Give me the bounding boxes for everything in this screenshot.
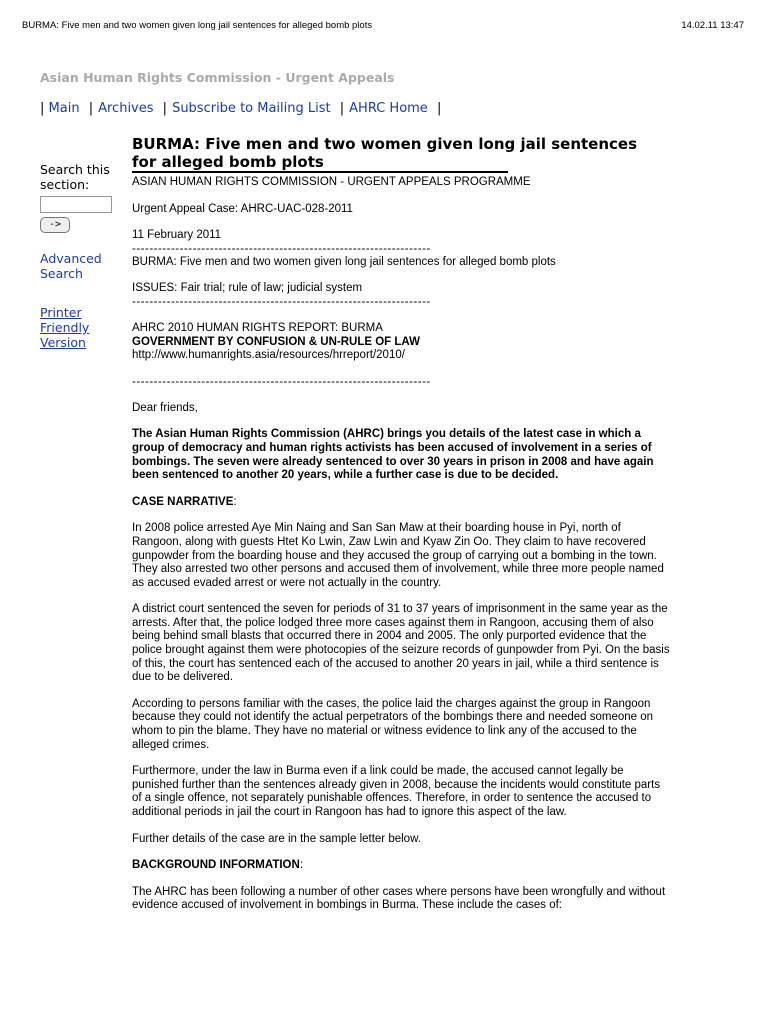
case-number: Urgent Appeal Case: AHRC-UAC-028-2011	[132, 202, 353, 215]
narrative-paragraph-1: In 2008 police arrested Aye Min Naing and San San Maw at their boarding house in Pyi, north of Rangoon, along with guests Htet Ko Lwin, Zaw Lwin and Kyaw Zin Oo. They claim to have recovered gunpowder from the boarding house and they accused the group of carrying out a bombing in the town. They also arrested two other persons and accused them of involvement, while three more people named as accused evaded arrest or were not actually in the country.	[132, 522, 664, 589]
print-doc-title: BURMA: Five men and two women given long jail sentences for alleged bomb plots	[22, 20, 373, 31]
intro-paragraph: The Asian Human Rights Commission (AHRC) brings you details of the latest case in which a group of democracy and human rights activists has been accused of involvement in a series of bombings. The seven were already sentenced to over 30 years in prison in 2008 and have again been sentenced to another 20 years, while a further case is due to be decided.	[132, 428, 654, 482]
narrative-paragraph-4: Furthermore, under the law in Burma even if a link could be made, the accused cannot legally be punished further than the sentences already given in 2008, because the incidents would constitute parts of a single offence, not separately punishable offences. Therefore, in order to sentence the accused to additional periods in jail the court in Rangoon has had to ignore this aspect of the law.	[132, 765, 661, 818]
search-label: Search this section:	[40, 162, 110, 192]
nav-subscribe-link[interactable]: Subscribe to Mailing List	[172, 101, 331, 116]
report-title: AHRC 2010 HUMAN RIGHTS REPORT: BURMA	[132, 321, 383, 334]
printer-friendly-link[interactable]: Printer Friendly Version	[40, 305, 90, 350]
background-heading: BACKGROUND INFORMATION	[132, 859, 300, 872]
narrative-paragraph-3: According to persons familiar with the cases, the police laid the charges against the group in Rangoon because they could not identify the actual perpetrators of the bombings there and needed someone on whom to pin the blame. They have no material or witness evidence to link any of the accused to the alleged crimes.	[132, 697, 654, 751]
programme-line: ASIAN HUMAN RIGHTS COMMISSION - URGENT APPEALS PROGRAMME	[132, 176, 531, 188]
nav-archives-link[interactable]: Archives	[98, 101, 154, 116]
appeal-date: 11 February 2011	[132, 229, 222, 242]
article-title: BURMA: Five men and two women given long jail sentences for alleged bomb plots	[132, 135, 638, 171]
divider-3: ---------------------------------------------------------------------	[132, 375, 431, 388]
report-subtitle: GOVERNMENT BY CONFUSION & UN-RULE OF LAW	[132, 335, 420, 348]
advanced-search-link[interactable]: Advanced Search	[40, 251, 102, 281]
background-paragraph: The AHRC has been following a number of other cases where persons have been wrongfully and without evidence accused of involvement in bombings in Burma. These include the cases of:	[132, 885, 666, 912]
print-date: 14.02.11 13:47	[681, 20, 744, 31]
subject-line: BURMA: Five men and two women given long jail sentences for alleged bomb plots	[132, 255, 556, 268]
nav-main-link[interactable]: Main	[48, 101, 80, 116]
case-narrative-heading: CASE NARRATIVE	[132, 495, 234, 508]
divider-2: ---------------------------------------------------------------------	[132, 295, 431, 308]
narrative-paragraph-5: Further details of the case are in the sample letter below.	[132, 832, 421, 845]
divider-1: ---------------------------------------------------------------------	[132, 242, 431, 255]
greeting: Dear friends,	[132, 401, 198, 414]
issues-line: ISSUES: Fair trial; rule of law; judicial system	[132, 282, 363, 295]
sidebar	[40, 162, 120, 350]
search-go-button[interactable]: ->	[40, 217, 70, 233]
report-url: http://www.humanrights.asia/resources/hrreport/2010/	[132, 349, 405, 362]
main-nav: | Main | Archives | Subscribe to Mailing List | AHRC Home |	[40, 101, 442, 116]
site-name: Asian Human Rights Commission - Urgent Appeals	[40, 70, 395, 85]
nav-home-link[interactable]: AHRC Home	[349, 101, 428, 116]
narrative-paragraph-2: A district court sentenced the seven for periods of 31 to 37 years of imprisonment in the same year as the arrests. After that, the police lodged three more cases against them in Rangoon, accusing them of also being behind small blasts that occurred there in 2004 and 2005. The only purported evidence that the police brought against them were photocopies of the seizure records of gunpowder from Pyi. On the basis of this, the court has sentenced each of the accused to another 20 years in jail, while a third sentence is due to be delivered.	[132, 603, 670, 684]
search-input[interactable]	[40, 196, 112, 213]
article: BURMA: Five men and two women given long jail sentences for alleged bomb plots ASIAN HUMAN RIGHTS COMMISSION - URGENT APPEALS PROGRAMME Urgent Appeal Case: AHRC-UAC-028-2011 11 February 2011 --------------------------------------------------------------------- BURMA: Five men and two women given long jail sentences for alleged bomb plots ISSUES: Fair trial; rule of law; judicial system --------------------------------------------------------------------- AHRC 2010 HUMAN RIGHTS REPORT: BURMA GOVERNMENT BY CONFUSION & UN-RULE OF LAW http://www.humanrights.asia/resources/hrreport/2010/ --------------------------------------------------------------------- Dear friends, The Asian Human Rights Commission (AHRC) brings you details of the latest case in which a group of democracy and human rights activists has been accused of involvement in a series of bombings. The seven were already sentenced to over 30 years in prison in 2008 and have again been sentenced to another 20 years, while a further case is due to be decided. CASE NARRATIVE: In 2008 police arrested Aye Min Naing and San San Maw at their boarding house in Pyi, north of Rangoon, along with guests Htet Ko Lwin, Zaw Lwin and Kyaw Zin Oo. They claim to have recovered gunpowder from the boarding house and they accused the group of carrying out a bombing in the town. They also arrested two other persons and accused them of involvement, while three more people named as accused evaded arrest or were not actually in the country. A district court sentenced the seven for periods of 31 to 37 years of imprisonment in the same year as the arrests. After that, the police lodged three more cases against them in Rangoon, accusing them of also being behind small blasts that occurred there in 2004 and 2005. The only purported evidence that the police brought against them were photocopies of the seizure records of gunpowder from Pyi. On the basis of this, the court has sentenced each of the accused to another 20 years in jail, while a third sentence is due to be delivered. According to persons familiar with the cases, the police laid the charges against the group in Rangoon because they could not identify the actual perpetrators of the bombings there and needed someone on whom to pin the blame. They have no material or witness evidence to link any of the accused to the alleged crimes. Furthermore, under the law in Burma even if a link could be made, the accused cannot legally be punished further than the sentences already given in 2008, because the incidents would constitute parts of a single offence, not separately punishable offences. Therefore, in order to sentence the accused to additional periods in jail the court in Rangoon has had to ignore this aspect of the law. Further details of the case are in the sample letter below. BACKGROUND INFORMATION: The AHRC has been following a number of other cases where persons have been wrongfully and without evidence accused of involvement in bombings in Burma. These include the cases of:	[132, 135, 672, 926]
